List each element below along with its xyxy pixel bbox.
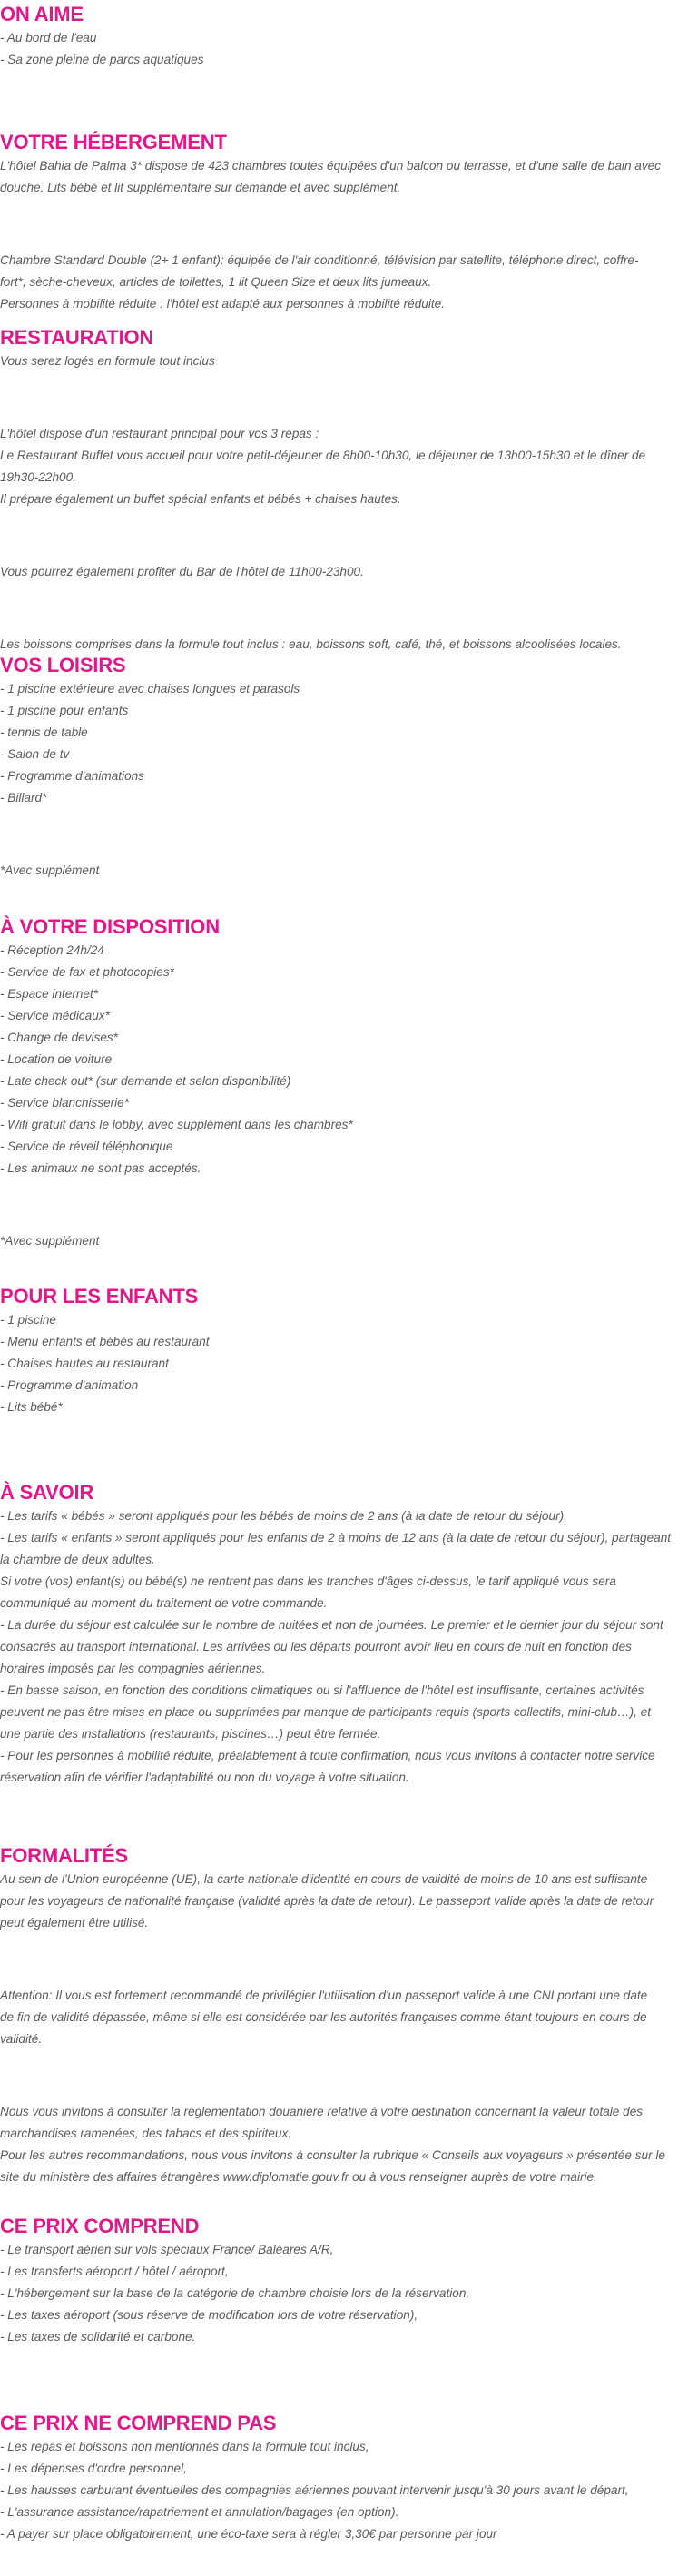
text-line: réservation afin de vérifier l'adaptabilité ou non du voyage à votre situation. bbox=[0, 1771, 409, 1784]
text-line: - Sa zone pleine de parcs aquatiques bbox=[0, 53, 204, 66]
section-title: VOTRE HÉBERGEMENT bbox=[0, 131, 227, 153]
blank-line bbox=[0, 387, 672, 409]
text-line: - Les tarifs « enfants » seront appliqués pour les enfants de 2 à moins de 12 ans (à la date de retour du séjour), partageant bbox=[0, 1531, 672, 1545]
section-title: CE PRIX COMPREND bbox=[0, 2215, 200, 2237]
text-line: L'hôtel Bahia de Palma 3* dispose de 423 chambres toutes équipées d'un balcon ou terrasse, et d'une salle de bain avec bbox=[0, 159, 661, 173]
section-prix-comprend bbox=[0, 2214, 672, 2348]
text-line: Il prépare également un buffet spécial enfants et bébés + chaises hautes. bbox=[0, 492, 401, 506]
blank-line bbox=[0, 1194, 672, 1216]
blank-line bbox=[0, 213, 672, 235]
text-line: fort*, sèche-cheveux, articles de toilettes, 1 lit Queen Size et deux lits jumeaux. bbox=[0, 275, 432, 289]
text-line: peut également être utilisé. bbox=[0, 1916, 149, 1930]
text-line: peuvent ne pas être mises en place ou supprimées par manque de participants requis (sports collectifs, mini-club…), et bbox=[0, 1705, 652, 1719]
text-line: - Service médicaux* bbox=[0, 1009, 110, 1022]
text-line: une partie des installations (restaurants, piscines…) peut être fermée. bbox=[0, 1727, 381, 1741]
text-line: - Service de fax et photocopies* bbox=[0, 965, 174, 979]
text-line: - La durée du séjour est calculée sur le nombre de nuitées et non de journées. Le premier et le dernier jour du séjour sont bbox=[0, 1618, 663, 1632]
section-title: ON AIME bbox=[0, 3, 84, 25]
section-disposition bbox=[0, 914, 672, 1252]
text-line: pour les voyageurs de nationalité française (validité après la date de retour). Le passeport valide après la date de retour bbox=[0, 1894, 654, 1908]
text-line: - Service blanchisserie* bbox=[0, 1096, 130, 1110]
text-line: - Pour les personnes à mobilité réduite, préalablement à toute confirmation, nous vous invitons à contacter notre service bbox=[0, 1749, 655, 1762]
blank-line bbox=[0, 525, 672, 547]
text-line: - Menu enfants et bébés au restaurant bbox=[0, 1335, 210, 1348]
section-title: CE PRIX NE COMPREND PAS bbox=[0, 2412, 277, 2434]
section-enfants bbox=[0, 1284, 672, 1418]
text-line: de fin de validité dépassée, même si elle est considérée par les autorités françaises comme étant toujours en cours de bbox=[0, 2010, 647, 2024]
text-line: - Le transport aérien sur vols spéciaux France/ Baléares A/R, bbox=[0, 2243, 334, 2256]
section-restauration bbox=[0, 325, 672, 656]
text-line: la chambre de deux adultes. bbox=[0, 1553, 155, 1566]
text-line: - Les taxes de solidarité et carbone. bbox=[0, 2330, 196, 2344]
text-line: marchandises ramenées, des tabacs et des spiriteux. bbox=[0, 2127, 292, 2140]
text-line: - Salon de tv bbox=[0, 747, 70, 761]
section-on-aime bbox=[0, 2, 672, 71]
text-line: Nous vous invitons à consulter la réglementation douanière relative à votre destination concernant la valeur totale des bbox=[0, 2105, 644, 2118]
text-line: Au sein de l'Union européenne (UE), la carte nationale d'identité en cours de validité de moins de 10 ans est suffisante bbox=[0, 1872, 648, 1886]
text-line: 19h30-22h00. bbox=[0, 470, 76, 484]
text-line: - Les dépenses d'ordre personnel, bbox=[0, 2462, 187, 2475]
text-line: - tennis de table bbox=[0, 725, 88, 739]
text-line: - Billard* bbox=[0, 791, 47, 804]
text-line: - Location de voiture bbox=[0, 1052, 113, 1066]
text-line: - Les transferts aéroport / hôtel / aéroport, bbox=[0, 2265, 229, 2278]
text-line: - Les hausses carburant éventuelles des compagnies aériennes pouvant intervenir jusqu'à 30 jours avant le départ, bbox=[0, 2483, 629, 2497]
text-line: Le Restaurant Buffet vous accueil pour votre petit-déjeuner de 8h00-10h30, le déjeuner de 13h00-15h30 et le dîner de bbox=[0, 449, 646, 462]
text-line: - Au bord de l'eau bbox=[0, 31, 97, 44]
text-line: - Programme d'animation bbox=[0, 1378, 139, 1392]
text-line: - Service de réveil téléphonique bbox=[0, 1140, 173, 1153]
blank-line bbox=[0, 2065, 672, 2087]
blank-line bbox=[0, 597, 672, 619]
text-line: Attention: Il vous est fortement recommandé de privilégier l'utilisation d'un passeport valide à une CNI portant une date bbox=[0, 1989, 648, 2002]
text-line: - L'assurance assistance/rapatriement et annulation/bagages (en option). bbox=[0, 2505, 399, 2519]
text-line: communiqué au moment du traitement de votre commande. bbox=[0, 1596, 328, 1610]
text-line: - Programme d'animations bbox=[0, 769, 144, 783]
section-title: À SAVOIR bbox=[0, 1481, 94, 1504]
text-line: - 1 piscine bbox=[0, 1313, 56, 1327]
text-line: *Avec supplément bbox=[0, 864, 100, 877]
text-line: Si votre (vos) enfant(s) ou bébé(s) ne rentrent pas dans les tranches d'âges ci-dessus, le tarif appliqué vous sera bbox=[0, 1574, 616, 1588]
text-line: - Les animaux ne sont pas acceptés. bbox=[0, 1161, 201, 1175]
section-title: POUR LES ENFANTS bbox=[0, 1285, 199, 1308]
text-line: - L'hébergement sur la base de la catégorie de chambre choisie lors de la réservation, bbox=[0, 2286, 470, 2300]
section-title: RESTAURATION bbox=[0, 326, 154, 349]
text-line: - 1 piscine extérieure avec chaises longues et parasols bbox=[0, 682, 300, 696]
text-line: - Les repas et boissons non mentionnés dans la formule tout inclus, bbox=[0, 2440, 369, 2453]
blank-line bbox=[0, 824, 672, 845]
text-line: site du ministère des affaires étrangères www.diplomatie.gouv.fr ou à vous renseigner auprès de votre mairie. bbox=[0, 2170, 597, 2184]
section-title: À VOTRE DISPOSITION bbox=[0, 915, 220, 938]
text-line: - Chaises hautes au restaurant bbox=[0, 1357, 169, 1370]
text-line: - Lits bébé* bbox=[0, 1400, 63, 1414]
text-line: L'hôtel dispose d'un restaurant principal pour vos 3 repas : bbox=[0, 427, 319, 440]
text-line: - A payer sur place obligatoirement, une éco-taxe sera à régler 3,30€ par personne par jour bbox=[0, 2527, 497, 2541]
section-formalites bbox=[0, 1843, 672, 2188]
text-line: - Les taxes aéroport (sous réserve de modification lors de votre réservation), bbox=[0, 2308, 418, 2322]
text-line: - Réception 24h/24 bbox=[0, 943, 104, 957]
text-line: Pour les autres recommandations, nous vous invitons à consulter la rubrique « Conseils aux voyageurs » présentée sur le bbox=[0, 2148, 665, 2162]
text-line: Chambre Standard Double (2+ 1 enfant): équipée de l'air conditionné, télévision par satellite, téléphone direct, coffre- bbox=[0, 253, 639, 267]
text-line: - Espace internet* bbox=[0, 987, 99, 1001]
text-line: Vous serez logés en formule tout inclus bbox=[0, 354, 215, 368]
text-line: - Late check out* (sur demande et selon disponibilité) bbox=[0, 1074, 291, 1088]
section-loisirs bbox=[0, 653, 672, 882]
text-line: *Avec supplément bbox=[0, 1234, 100, 1248]
text-line: Les boissons comprises dans la formule tout inclus : eau, boissons soft, café, thé, et boissons alcoolisées locales. bbox=[0, 637, 622, 651]
section-savoir bbox=[0, 1480, 672, 1789]
text-line: - Les tarifs « bébés » seront appliqués pour les bébés de moins de 2 ans (à la date de retour du séjour). bbox=[0, 1509, 567, 1523]
text-line: douche. Lits bébé et lit supplémentaire sur demande et avec supplément. bbox=[0, 181, 401, 194]
section-hebergement bbox=[0, 130, 672, 315]
text-line: - En basse saison, en fonction des conditions climatiques ou si l'affluence de l'hôtel est insuffisante, certaines activités bbox=[0, 1683, 644, 1697]
section-title: FORMALITÉS bbox=[0, 1844, 128, 1867]
text-line: - Change de devises* bbox=[0, 1031, 118, 1044]
section-prix-ne-comprend-pas bbox=[0, 2411, 672, 2545]
blank-line bbox=[0, 1949, 672, 1970]
text-line: - Wifi gratuit dans le lobby, avec supplément dans les chambres* bbox=[0, 1118, 353, 1131]
text-line: Personnes à mobilité réduite : l'hôtel est adapté aux personnes à mobilité réduite. bbox=[0, 297, 445, 311]
text-line: - 1 piscine pour enfants bbox=[0, 704, 129, 717]
text-line: consacrés au transport international. Les arrivées ou les départs pourront avoir lieu en cours de nuit en fonction des bbox=[0, 1640, 632, 1653]
section-title: VOS LOISIRS bbox=[0, 654, 126, 676]
text-line: Vous pourrez également profiter du Bar de l'hôtel de 11h00-23h00. bbox=[0, 565, 364, 578]
text-line: validité. bbox=[0, 2032, 43, 2046]
text-line: horaires imposés par les compagnies aériennes. bbox=[0, 1662, 266, 1675]
